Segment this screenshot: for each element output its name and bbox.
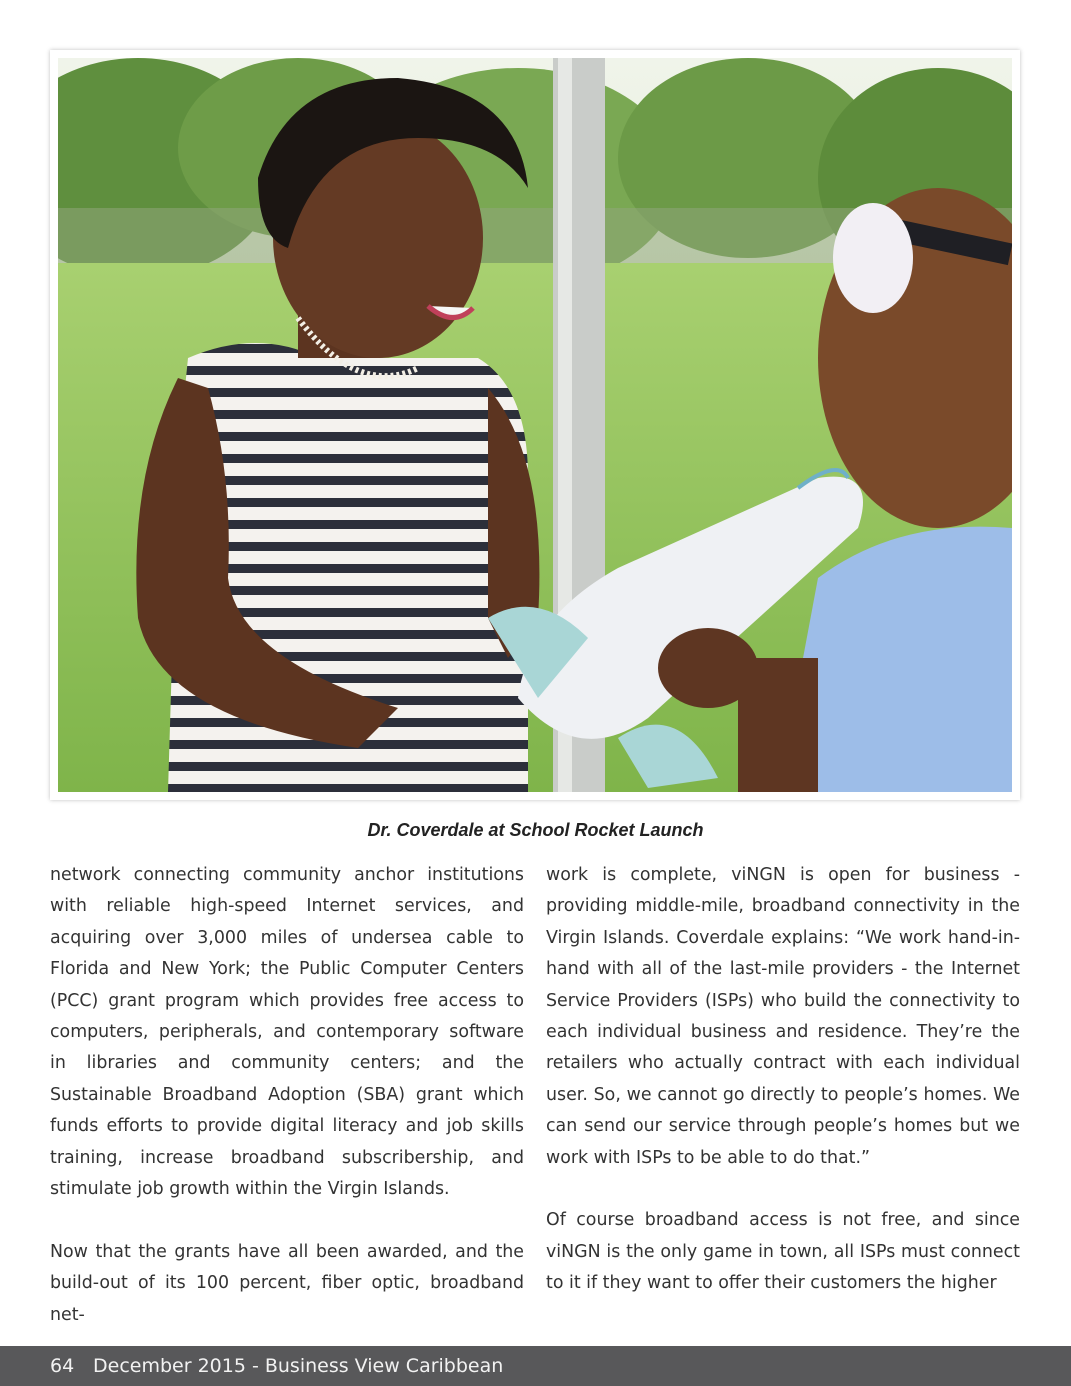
article-column-left (50, 860, 524, 1331)
photo-caption: Dr. Coverdale at School Rocket Launch (367, 820, 704, 840)
photo-frame (50, 50, 1020, 800)
article-column-right (546, 860, 1020, 1300)
photo-woman-receiving-rocket (58, 58, 1012, 792)
page-number: 64 (50, 1355, 75, 1377)
paragraph: Of course broadband access is not free, and since viNGN is the only game in town, all ISPs must connect to it if they want to offer their customers the higher (546, 1210, 1020, 1294)
paragraph: Now that the grants have all been awarded, and the build-out of its 100 percent, fiber optic, broadband net- (50, 1241, 524, 1325)
page-footer (0, 1346, 1071, 1386)
paragraph: network connecting community anchor institutions with reliable high-speed Internet services, and acquiring over 3,000 miles of undersea cable to Florida and New York; the Public Computer Centers (PCC) grant program which provides free access to computers, peripherals, and contemporary software in libraries and community centers; and the Sustainable Broadband Adoption (SBA) grant which funds efforts to provide digital literacy and job skills training, increase broadband subscribership, and stimulate job growth within the Virgin Islands. (50, 865, 524, 1200)
publication-title: December 2015 - Business View Caribbean (93, 1355, 504, 1377)
paragraph: work is complete, viNGN is open for business - providing middle-mile, broadband connectivity in the Virgin Islands. Coverdale explains: “We work hand-in-hand with all of the last-mile providers - the Internet Service Providers (ISPs) who build the connectivity to each individual business and residence. They’re the retailers who actually contract with each individual user. So, we cannot go directly to people’s homes. We can send our service through people’s homes but we work with ISPs to be able to do that.” (546, 865, 1020, 1168)
